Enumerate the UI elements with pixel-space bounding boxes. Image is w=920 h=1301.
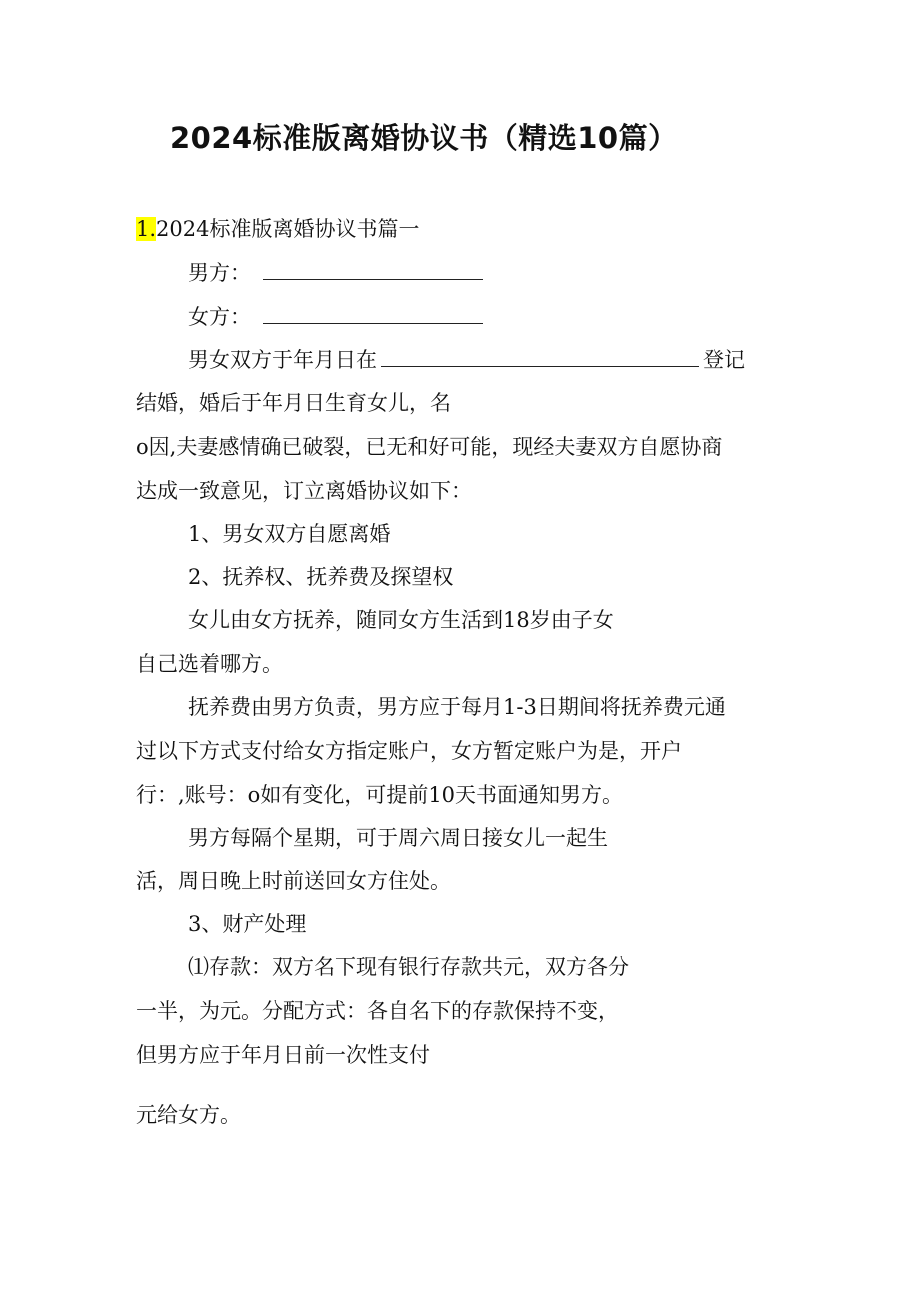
intro-line-1 xyxy=(188,346,745,374)
support-line-3: 行：,账号：o如有变化，可提前10天书面通知男方。 xyxy=(136,783,624,807)
deposit-line-4: 元给女方。 xyxy=(136,1103,241,1127)
section-heading xyxy=(136,215,420,243)
deposit-line-2: 一半，为元。分配方式：各自名下的存款保持不变， xyxy=(136,999,619,1023)
male-party-blank xyxy=(263,261,483,280)
clause-2: 2、抚养权、抚养费及探望权 xyxy=(188,565,454,589)
clause-3: 3、财产处理 xyxy=(188,912,307,936)
deposit-line-3: 但男方应于年月日前一次性支付 xyxy=(136,1043,430,1067)
registration-place-blank xyxy=(381,348,699,367)
clause-1: 1、男女双方自愿离婚 xyxy=(188,522,391,546)
support-line-1: 抚养费由男方负责，男方应于每月1-3日期间将抚养费元通 xyxy=(188,695,726,719)
intro-line-4: 达成一致意见，订立离婚协议如下： xyxy=(136,479,472,503)
visit-line-2: 活，周日晚上时前送回女方住处。 xyxy=(136,869,451,893)
support-line-2: 过以下方式支付给女方指定账户，女方暂定账户为是，开户 xyxy=(136,739,682,763)
intro-line-3: o因,夫妻感情确已破裂，已无和好可能，现经夫妻双方自愿协商 xyxy=(136,435,723,459)
section-number-highlight: 1. xyxy=(136,217,157,241)
section-title: 2024标准版离婚协议书篇一 xyxy=(156,217,420,241)
female-party-blank xyxy=(263,305,483,324)
intro-line-2: 结婚，婚后于年月日生育女儿，名 xyxy=(136,391,451,415)
male-party-label: 男方： xyxy=(188,261,251,285)
female-party-label: 女方： xyxy=(188,305,251,329)
custody-line-1: 女儿由女方抚养，随同女方生活到18岁由子女 xyxy=(188,608,614,632)
document-title: 2024标准版离婚协议书（精选10篇） xyxy=(170,121,678,155)
custody-line-2: 自己选着哪方。 xyxy=(136,652,283,676)
deposit-line-1: ⑴存款：双方名下现有银行存款共元，双方各分 xyxy=(188,955,629,979)
male-party-line xyxy=(188,259,483,287)
intro-text-b: 登记 xyxy=(703,348,745,372)
female-party-line xyxy=(188,303,483,331)
intro-text-a: 男女双方于年月日在 xyxy=(188,348,377,372)
visit-line-1: 男方每隔个星期，可于周六周日接女儿一起生 xyxy=(188,826,608,850)
